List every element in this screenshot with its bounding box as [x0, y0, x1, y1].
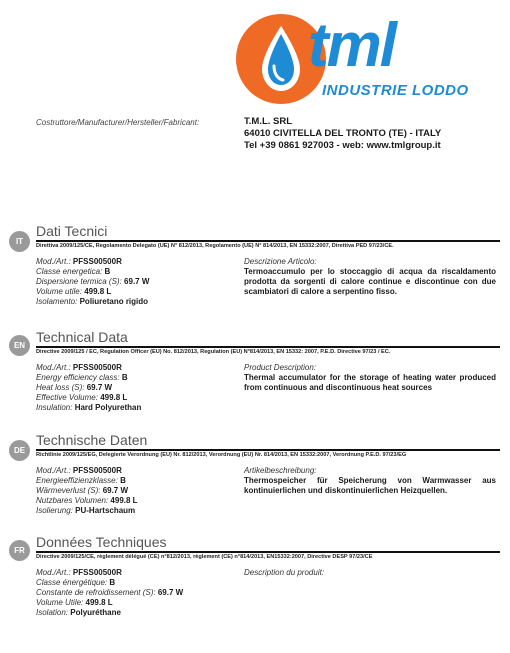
- spec-row: Insulation: Hard Polyurethan: [36, 403, 142, 412]
- spec-row: Mod./Art.: PFSS00500R: [36, 363, 122, 372]
- section-title: Technische Daten: [36, 432, 148, 448]
- description-text: Thermospeicher für Speicherung von Warmwasser aus kontinuierlichen und diskontinuierlichen Heizquellen.: [244, 476, 496, 495]
- spec-row: Volume utile: 499.8 L: [36, 287, 112, 296]
- spec-list: [36, 363, 141, 413]
- description-text: Termoaccumulo per lo stoccaggio di acqua da riscaldamento prodotta da sorgenti di calore continue e discontinue con due scambiatori di calore a serpentino fisso.: [244, 267, 496, 296]
- manufacturer-name: T.M.L. SRL: [244, 116, 293, 127]
- spec-list: [36, 257, 149, 307]
- section-title: Données Techniques: [36, 534, 167, 550]
- section-title: Dati Tecnici: [36, 223, 108, 239]
- spec-row: Volume Utile: 499.8 L: [36, 598, 113, 607]
- description-label: Descrizione Articolo:: [244, 257, 317, 266]
- spec-list: [36, 568, 183, 618]
- spec-row: Effective Volume: 499.8 L: [36, 393, 128, 402]
- manufacturer-label: Costruttore/Manufacturer/Hersteller/Fabricant:: [36, 118, 200, 127]
- spec-row: Isolamento: Poliuretano rigido: [36, 297, 149, 306]
- water-drop-icon: [256, 24, 306, 94]
- section-divider: [36, 346, 500, 348]
- spec-row: Dispersione termica (S): 69.7 W: [36, 277, 150, 286]
- spec-row: Mod./Art.: PFSS00500R: [36, 466, 122, 475]
- language-badge: DE: [9, 440, 30, 461]
- spec-row: Nutzbares Volumen: 499.8 L: [36, 496, 138, 505]
- manufacturer-info: [244, 116, 441, 152]
- language-badge: FR: [9, 540, 30, 561]
- directive-text: Richtlinie 2009/125/EG, Delegierte Verordnung (EU) Nr. 812/2013, Verordnung (EU) Nr. 814/2013, EN 15332:2007, Verordnung P.E.D. 97/23/EG: [36, 452, 407, 458]
- manufacturer-address: 64010 CIVITELLA DEL TRONTO (TE) - ITALY: [244, 128, 442, 139]
- section-divider: [36, 449, 500, 451]
- section-title: Technical Data: [36, 329, 128, 345]
- logo-wordmark: tml: [308, 11, 395, 80]
- spec-row: Isolation: Polyuréthane: [36, 608, 121, 617]
- description-label: Description du produit:: [244, 568, 325, 577]
- spec-row: Mod./Art.: PFSS00500R: [36, 568, 122, 577]
- logo-subtitle: INDUSTRIE LODDO: [322, 82, 469, 99]
- description-label: Artikelbeschreibung:: [244, 466, 317, 475]
- spec-list: [36, 466, 138, 516]
- spec-row: Classe energetica: B: [36, 267, 111, 276]
- tml-logo: [236, 11, 469, 104]
- language-badge: EN: [9, 335, 30, 356]
- manufacturer-contact: Tel +39 0861 927003 - web: www.tmlgroup.it: [244, 140, 441, 151]
- spec-row: Isolierung: PU-Hartschaum: [36, 506, 136, 515]
- spec-row: Heat loss (S): 69.7 W: [36, 383, 113, 392]
- spec-row: Constante de refroidissement (S): 69.7 W: [36, 588, 184, 597]
- spec-row: Classe énergétique: B: [36, 578, 116, 587]
- directive-text: Direttiva 2009/125/CE, Regolamento Delegato (UE) N° 812/2013, Regolamento (UE) N° 814/2013, EN 15332:2007, Direttiva PED 97/23/CE.: [36, 243, 394, 249]
- section-divider: [36, 551, 500, 553]
- directive-text: Directive 2009/125/CE, règlement délégué (CE) n°812/2013, règlement (CE) n°814/2013, EN15332:2007, Directive DESP 97/23/CE: [36, 554, 373, 560]
- section-divider: [36, 240, 500, 242]
- language-badge: IT: [9, 231, 30, 252]
- directive-text: Directive 2009/125 / EC, Regulation Officer (EU) No. 812/2013, Regulation (EU) N°814/2013, EN 15332: 2007, P.E.D. Directive 97/23 / EC.: [36, 349, 391, 355]
- description-text: Thermal accumulator for the storage of heating water produced from continuous and discontinuous heat sources: [244, 373, 496, 392]
- spec-row: Energy efficiency class: B: [36, 373, 128, 382]
- spec-row: Energieeffizienzklasse: B: [36, 476, 126, 485]
- spec-row: Mod./Art.: PFSS00500R: [36, 257, 122, 266]
- description-label: Product Description:: [244, 363, 317, 372]
- spec-row: Wärmeverlust (S): 69.7 W: [36, 486, 129, 495]
